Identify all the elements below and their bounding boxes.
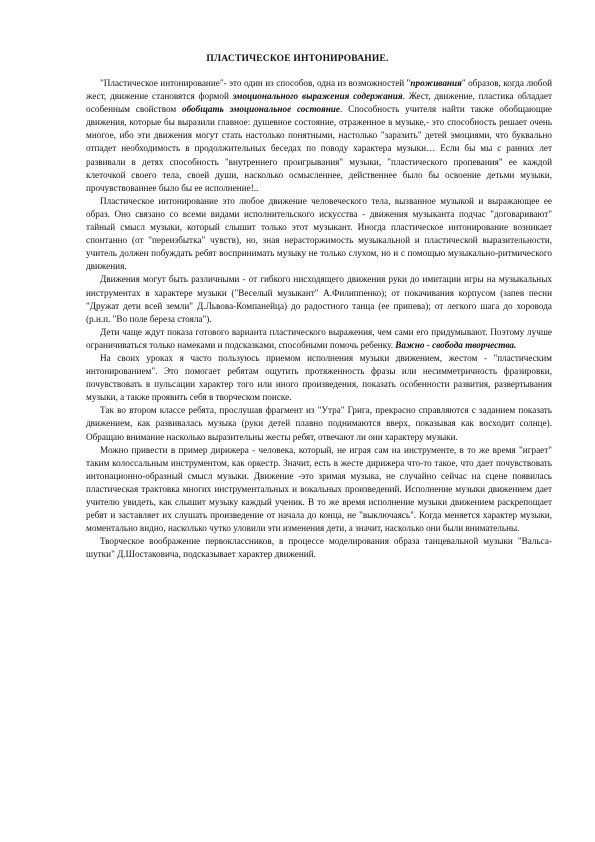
document-title: ПЛАСТИЧЕСКОЕ ИНТОНИРОВАНИЕ. <box>206 54 389 64</box>
p1-emphasis-generalize: обобщать эмоциональное состояние <box>182 104 340 115</box>
p1-text-c: " образов, когда любой жест, движение становятся формой <box>86 78 552 102</box>
document-body <box>86 77 552 561</box>
paragraph-7: Можно привести в пример дирижера - человека, который, не играя сам на инструменте, в то же время "играет" таким колоссальным инструментом, как оркестр. Значит, есть в жесте дирижера что-то такое, что дает почувствовать интонационно-образный смысл музыки. Движение -это зримая музыка, не случайно сейчас на сцене появилась пластическая трактовка многих инструментальных и вокальных произведений. Исполнение музыки движением дает учителю увидеть, как слышит музыку каждый ученик. В то же время исполнение музыки движением раскрепощает ребят и заставляет их слушать произведение от начала до конца, не "выключаясь". Когда меняется характер музыки, моментально видно, насколько чутко уловили эти изменения дети, а значит, насколько они были внимательны. <box>86 444 552 534</box>
p4-text-a: Дети чаще ждут показа готового варианта пластического выражения, чем сами его придумывают. Поэтому лучше ограничиваться только намеками и подсказками, способными помочь ребенку. <box>86 326 552 350</box>
paragraph-8: Творческое воображение первоклассников, в процессе моделирования образа танцевальной музыки "Вальса-шутки" Д.Шостаковича, подсказывает характер движений. <box>86 536 552 560</box>
p4-emphasis-freedom: Важно - свобода творчества. <box>395 339 517 350</box>
p1-text-g: . Способность учителя найти также обобщающие движения, которые бы выразили главное: душевное состояние, отраженное в музыке,- это способность решает очень многое, ибо эти движения могут стать настолько понятными, настолько "заразить" детей эмоциями, что буквально отпадет необходимость в продолжительных беседах по поводу характера музыки… Если бы мы с ранних лет развивали в детях способность "внутреннего проигрывания" музыки, "пластического пропевания" ее каждой клеточкой своего тела, своей души, насколько осмысленнее, действеннее было бы освоение детьми музыки, прочувствованнее было бы ее исполнение!.. <box>86 104 552 193</box>
p1-emphasis-expression: эмоционального выражения содержания <box>232 91 403 102</box>
p1-emphasis-living: проживания <box>410 78 462 88</box>
p1-text-a: "Пластическое интонирование"- это один из способов, одна из возможностей " <box>100 78 411 88</box>
paragraph-6: Так во втором классе ребята, прослушав фрагмент из "Утра" Грига, прекрасно справляются с заданием показать движением, как развивалась музыка (руки детей плавно поднимаются вверх, показывая как восходит солнце). Обращаю внимание насколько выразительны жесты ребят, отвечают ли они характеру музыки. <box>86 405 552 442</box>
paragraph-4 <box>86 326 552 352</box>
paragraph-1 <box>86 77 552 195</box>
paragraph-3: Движения могут быть различными - от гибкого нисходящего движения руки до имитации игры на музыкальных инструментах в характере музыки ("Веселый музыкант" А.Филиппенко); от покачивания корпусом (запев песни "Дружат дети всей земли" Д.Львова-Компанейца) до радостного танца (ее припева); от легкого шага до хоровода (р.н.п. "Во поле береза стояла"). <box>86 274 552 324</box>
paragraph-5: На своих уроках я часто пользуюсь приемом исполнения музыки движением, жестом - "пластическим интонированием". Это помогает ребятам ощутить протяженность фразы или несимметричность фразировки, почувствовать в пульсации характер того или иного произведения, показать особенности развития, развертывания музыки, а также проявить себя в творческом поиске. <box>86 352 552 403</box>
paragraph-2: Пластическое интонирование это любое движение человеческого тела, вызванное музыкой и выражающее ее образ. Оно связано со всеми видами исполнительского искусства - движения музыканта подчас "договаривают" тайный смысл музыки, который слышит только этот музыкант. Иногда пластическое интонирование возникает спонтанно (от "переизбытка" чувств), но, зная нерасторжимость музыкальной и пластической выразительности, учитель должен побуждать ребят воспринимать музыку не только слухом, но и с помощью музыкально-ритмического движения. <box>86 195 552 272</box>
p1-text-e: . Жест, движение, пластика обладает особенным свойством <box>86 91 552 115</box>
